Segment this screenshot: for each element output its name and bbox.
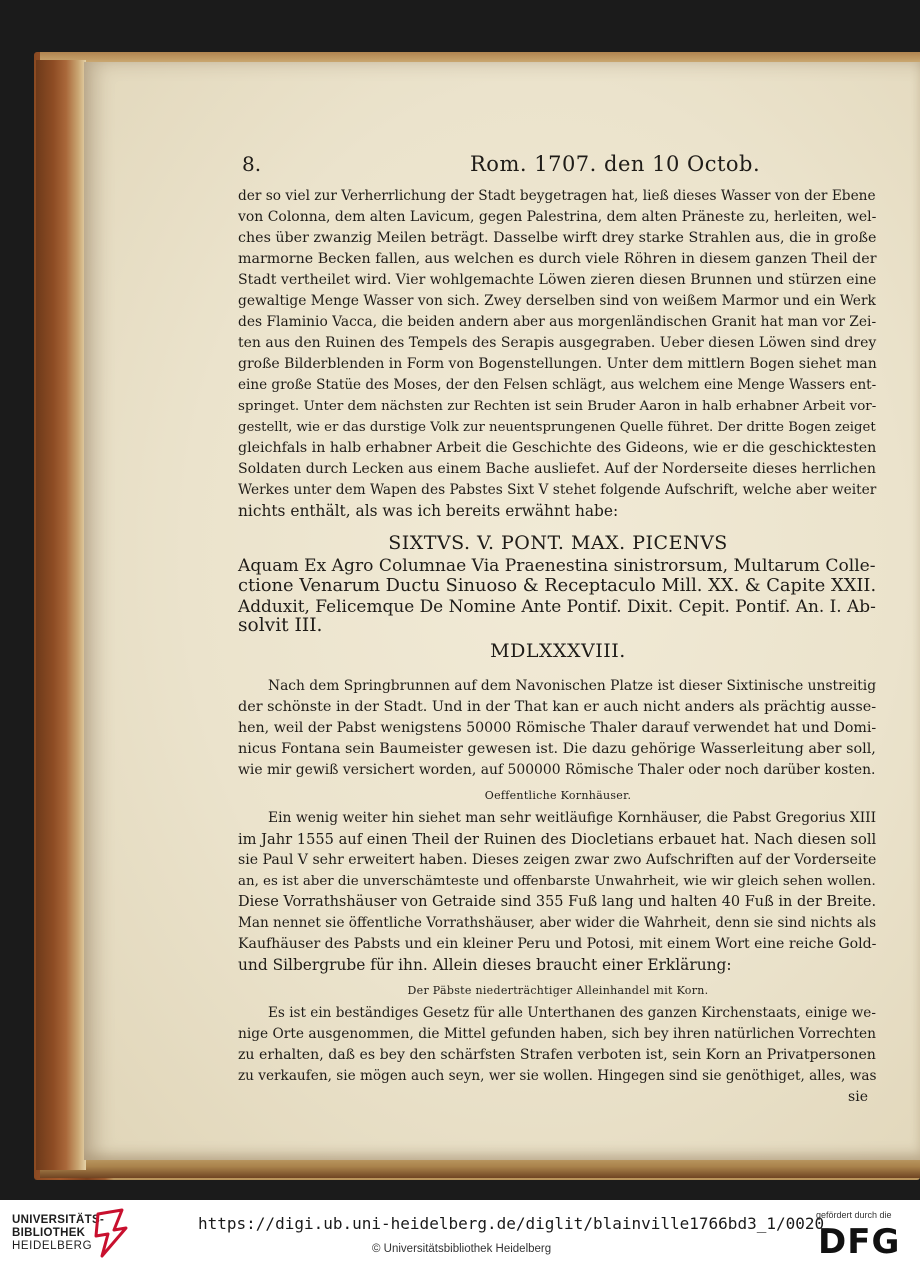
page-number: 8. <box>242 152 262 176</box>
text-line: an, es ist aber die unverschämteste und offenbarste Unwahrheit, wie wir gleich sehen wollen. <box>238 874 876 889</box>
viewer-footer <box>0 1200 920 1266</box>
text-line: große Bilderblenden in Form von Bogenstellungen. Unter dem mittlern Bogen siehet man <box>238 356 877 372</box>
inscription-line: Adduxit, Felicemque De Nomine Ante Pontif. Dixit. Cepit. Pontif. An. I. Ab- <box>238 596 876 616</box>
text-line: sie Paul V sehr erweitert haben. Dieses zeigen zwar zwo Aufschriften auf der Vorderseite <box>238 852 877 868</box>
text-line: nichts enthält, als was ich bereits erwähnt habe: <box>238 502 619 520</box>
text-line: des Flaminio Vacca, die beiden andern aber aus morgenländischen Granit hat man vor Zei- <box>238 314 877 330</box>
inscription-title: SIXTVS. V. PONT. MAX. PICENVS <box>388 532 728 554</box>
logo-line: UNIVERSITÄTS- <box>12 1214 105 1226</box>
text-line: Ein wenig weiter hin siehet man sehr weitläufige Kornhäuser, die Pabst Gregorius XIII <box>268 810 877 826</box>
text-line: der so viel zur Verherrlichung der Stadt beygetragen hat, ließ dieses Wasser von der Ebene <box>238 188 876 204</box>
text-line: eine große Statüe des Moses, der den Felsen schlägt, aus welchem eine Menge Wassers ent- <box>238 377 877 393</box>
inscription-year: MDLXXXVIII. <box>490 640 626 662</box>
text-line: ten aus den Ruinen des Tempels des Serapis ausgegraben. Ueber diesen Löwen sind drey <box>238 335 877 351</box>
inscription-line: ctione Venarum Ductu Sinuoso & Receptaculo Mill. XX. & Capite XXII. <box>238 575 877 596</box>
book-spine <box>36 60 86 1170</box>
section-heading: Der Päbste niederträchtiger Alleinhandel mit Korn. <box>407 984 709 997</box>
text-line: Kaufhäuser des Pabsts und ein kleiner Peru und Potosi, mit einem Wort eine reiche Gold- <box>238 936 877 952</box>
paragraph-sixtine <box>238 676 878 781</box>
inscription-text <box>238 556 878 636</box>
permalink-url[interactable]: https://digi.ub.uni-heidelberg.de/diglit/blainville1766bd3_1/0020 <box>198 1214 825 1233</box>
text-line: und Silbergrube für ihn. Allein dieses braucht einer Erklärung: <box>238 956 732 974</box>
section-heading: Oeffentliche Kornhäuser. <box>484 789 632 802</box>
text-line: Man nennet sie öffentliche Vorrathshäuser, aber wider die Wahrheit, denn sie sind nichts als <box>238 915 877 931</box>
text-line: wie mir gewiß versichert worden, auf 500000 Römische Thaler oder noch darüber kosten. <box>238 762 876 778</box>
copyright-notice: © Universitätsbibliothek Heidelberg <box>372 1243 552 1255</box>
inscription-line: Aquam Ex Agro Columnae Via Praenestina sinistrorsum, Multarum Colle- <box>238 556 876 576</box>
logo-line: HEIDELBERG <box>12 1240 93 1252</box>
page-text <box>238 150 878 1105</box>
text-line: nicus Fontana sein Baumeister gewesen ist. Die dazu gehörige Wasserleitung aber soll, <box>238 741 876 757</box>
dfg-logo[interactable]: DFG <box>818 1222 901 1262</box>
text-line: gestellt, wie er das durstige Volk zur neuentsprungenen Quelle führet. Der dritte Bogen zeiget <box>238 420 876 435</box>
running-head: Rom. 1707. den 10 Octob. <box>470 152 761 176</box>
university-logo-icon[interactable] <box>92 1208 130 1258</box>
catchword: sie <box>848 1089 868 1105</box>
text-line: hen, weil der Pabst wenigstens 50000 Römische Thaler darauf verwendet hat und Domi- <box>238 720 877 736</box>
text-line: zu erhalten, daß es bey den schärfsten Strafen verboten ist, sein Korn an Privatpersonen <box>238 1047 876 1063</box>
text-line: von Colonna, dem alten Lavicum, gegen Palestrina, dem alten Präneste zu, herleiten, wel- <box>238 209 877 225</box>
text-line: springet. Unter dem nächsten zur Rechten ist sein Bruder Aaron in halb erhabner Arbeit vor- <box>238 399 877 414</box>
inscription-line: solvit III. <box>238 615 323 636</box>
text-line: Diese Vorrathshäuser von Getraide sind 355 Fuß lang und halten 40 Fuß in der Breite. <box>238 894 877 910</box>
text-line: Nach dem Springbrunnen auf dem Navonischen Platze ist dieser Sixtinische unstreitig <box>268 678 877 694</box>
text-line: im Jahr 1555 auf einen Theil der Ruinen des Diocletians erbauet hat. Nach diesen soll <box>238 831 877 848</box>
paragraph-fountain <box>238 186 878 522</box>
text-line: ches über zwanzig Meilen beträgt. Dasselbe wirft drey starke Strahlen aus, die in große <box>238 230 877 246</box>
text-line: gewaltige Menge Wasser von sich. Zwey derselben sind von weißem Marmor und ein Werk <box>238 293 876 309</box>
text-line: nige Orte ausgenommen, die Mittel gefunden haben, sich bey ihren natürlichen Vorrechten <box>238 1026 877 1042</box>
paragraph-granaries <box>238 808 878 976</box>
text-line: der schönste in der Stadt. Und in der That kan er auch nicht anders als prächtig ausse- <box>238 699 877 715</box>
paragraph-corn-trade <box>238 1003 878 1087</box>
text-line: zu verkaufen, sie mögen auch seyn, wer sie wollen. Hingegen sind sie genöthiget, alles, was <box>238 1068 877 1084</box>
text-line: Stadt vertheilet wird. Vier wohlgemachte Löwen zieren diesen Brunnen und stürzen eine <box>238 272 877 288</box>
text-line: marmorne Becken fallen, aus welchen es durch viele Röhren in diesem ganzen Theil der <box>238 251 877 267</box>
text-line: Werkes unter dem Wapen des Pabstes Sixt V stehet folgende Aufschrift, welche aber weiter <box>238 482 877 498</box>
text-line: gleichfals in halb erhabner Arbeit die Geschichte des Gideons, wie er die geschicktesten <box>238 440 877 456</box>
dfg-caption: gefördert durch die <box>816 1210 892 1220</box>
university-library-logo-text[interactable] <box>12 1214 104 1253</box>
page-header <box>238 150 878 186</box>
text-line: Soldaten durch Lecken aus einem Bache ausliefet. Auf der Norderseite dieses herrlichen <box>238 461 876 477</box>
text-line: Es ist ein beständiges Gesetz für alle Unterthanen des ganzen Kirchenstaats, einige we- <box>268 1005 876 1021</box>
logo-line: BIBLIOTHEK <box>12 1227 86 1239</box>
